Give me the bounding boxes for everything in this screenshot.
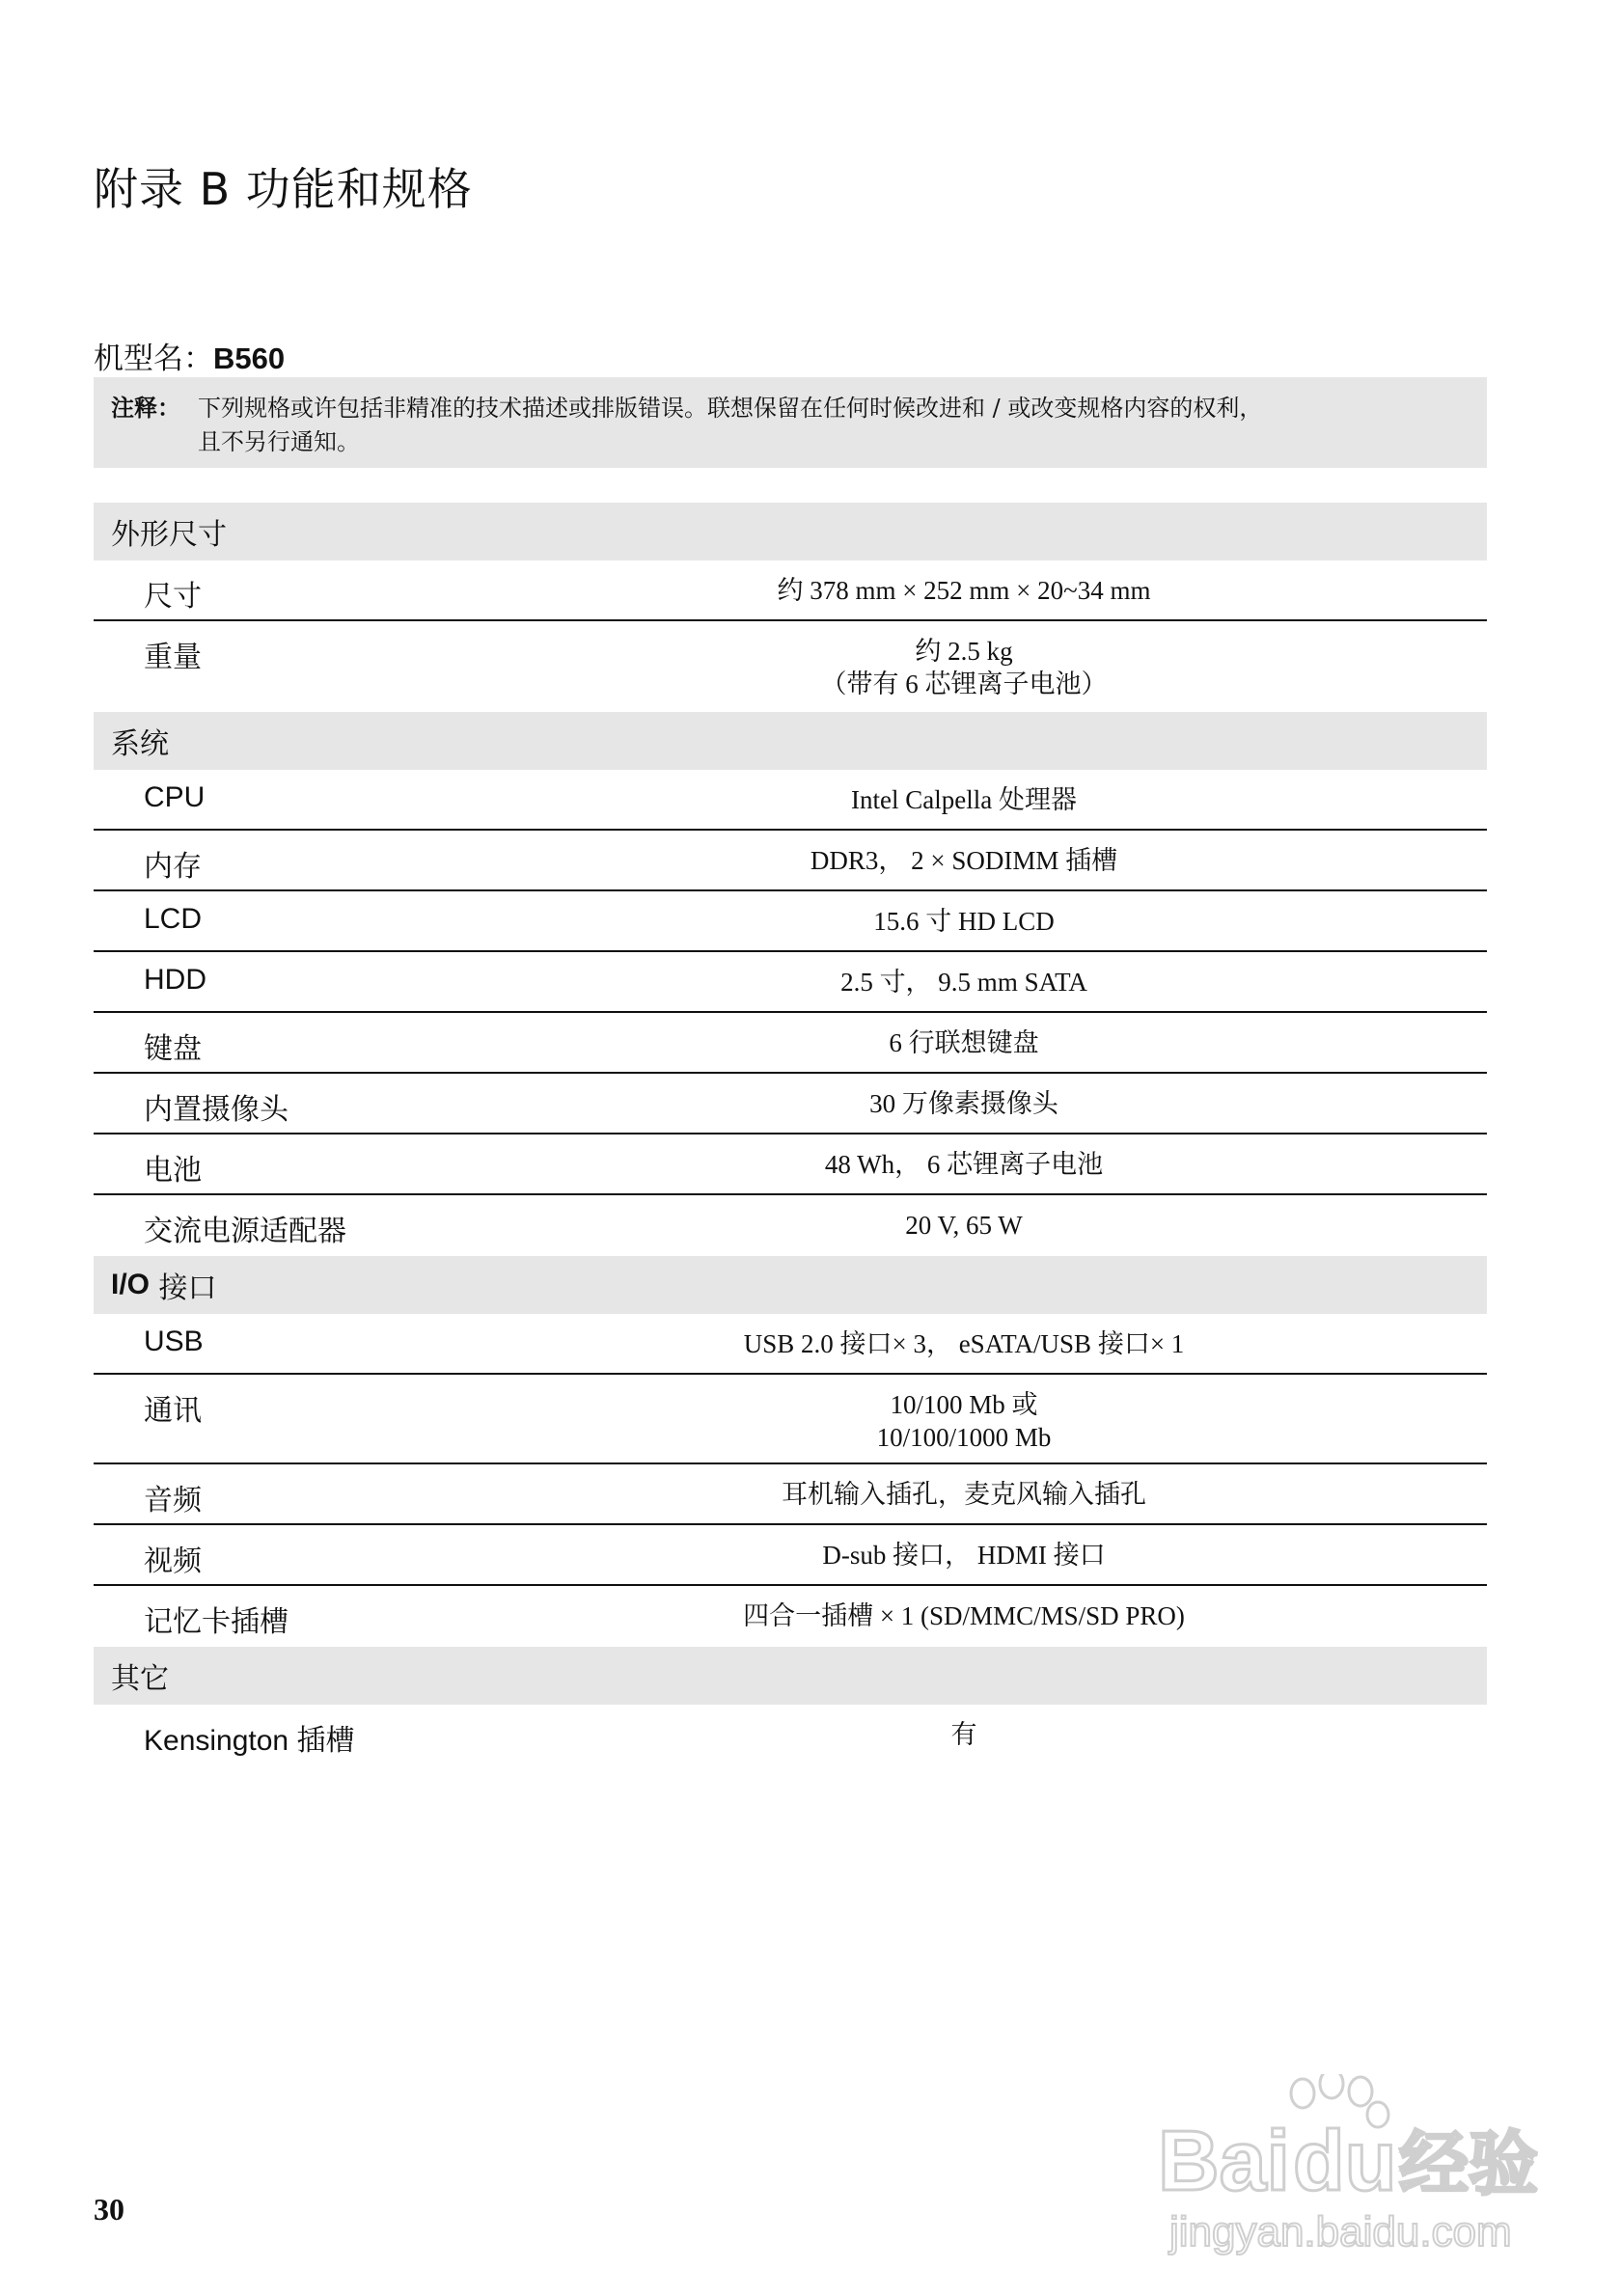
spec-value-line: 10/100 Mb 或 <box>890 1390 1038 1419</box>
spec-label: Kensington 插槽 <box>144 1725 355 1757</box>
spec-row-cpu <box>94 770 1487 831</box>
spec-label: LCD <box>144 903 203 935</box>
spec-value-line: （带有 6 芯锂离子电池） <box>820 670 1108 698</box>
spec-row-battery <box>94 1134 1487 1195</box>
page-title: 附录 B 功能和规格 <box>94 163 473 215</box>
note-text <box>198 392 1468 459</box>
note-label: 注释： <box>111 395 180 422</box>
spec-value: 20 V, 65 W <box>905 1211 1023 1240</box>
note-box <box>94 377 1487 468</box>
spec-table <box>94 503 1487 1765</box>
spec-value-line: 10/100/1000 Mb <box>876 1423 1052 1452</box>
section-dimensions: 外形尺寸 <box>94 503 1487 560</box>
watermark-url: jingyan.baidu.com <box>1169 2208 1512 2255</box>
spec-value: 耳机输入插孔，麦克风输入插孔 <box>782 1480 1146 1509</box>
spec-value: 有 <box>950 1720 977 1749</box>
model-label: 机型名： <box>94 342 213 376</box>
spec-label: 键盘 <box>144 1032 202 1066</box>
spec-row-weight <box>94 621 1487 712</box>
spec-value: 30 万像素摄像头 <box>869 1089 1058 1118</box>
spec-value: 2.5 寸， 9.5 mm SATA <box>840 968 1087 997</box>
spec-value: DDR3， 2 × SODIMM 插槽 <box>810 846 1118 875</box>
spec-value: USB 2.0 接口× 3， eSATA/USB 接口× 1 <box>743 1329 1185 1358</box>
spec-value: 约 378 mm × 252 mm × 20~34 mm <box>777 576 1151 605</box>
spec-value: D-sub 接口， HDMI 接口 <box>822 1541 1106 1570</box>
section-io-rest: 接口 <box>150 1271 217 1305</box>
model-name <box>94 334 285 377</box>
spec-value: 48 Wh， 6 芯锂离子电池 <box>824 1150 1104 1179</box>
spec-row-card <box>94 1586 1487 1647</box>
spec-label: 视频 <box>144 1544 202 1578</box>
spec-row-keyboard <box>94 1013 1487 1074</box>
spec-value: 四合一插槽 × 1 (SD/MMC/MS/SD PRO) <box>743 1601 1185 1630</box>
spec-row-comm <box>94 1375 1487 1464</box>
spec-label: 重量 <box>144 641 202 674</box>
spec-value: Intel Calpella 处理器 <box>851 785 1077 814</box>
section-system: 系统 <box>94 712 1487 770</box>
spec-row-camera <box>94 1074 1487 1134</box>
spec-label: 通讯 <box>144 1394 202 1428</box>
spec-label: CPU <box>144 781 206 813</box>
spec-row-hdd <box>94 952 1487 1013</box>
watermark-brand-3: 经验 <box>1399 2123 1539 2204</box>
spec-label: 记忆卡插槽 <box>144 1605 288 1639</box>
spec-label: 音频 <box>144 1484 202 1517</box>
spec-row-lcd <box>94 891 1487 952</box>
spec-label: 尺寸 <box>144 580 202 614</box>
spec-row-adapter <box>94 1195 1487 1256</box>
spec-label: 交流电源适配器 <box>144 1215 346 1248</box>
spec-row-audio <box>94 1464 1487 1525</box>
spec-value <box>441 1388 1487 1454</box>
spec-row-kensington <box>94 1705 1487 1765</box>
section-other: 其它 <box>94 1647 1487 1705</box>
spec-row-memory <box>94 831 1487 891</box>
page-number: 30 <box>94 2192 124 2227</box>
spec-row-size <box>94 560 1487 621</box>
spec-value: 6 行联想键盘 <box>889 1028 1039 1057</box>
section-io-strong: I/O <box>111 1269 151 1300</box>
spec-value-line: 约 2.5 kg <box>915 637 1013 666</box>
spec-value: 15.6 寸 HD LCD <box>873 907 1055 936</box>
spec-row-usb <box>94 1314 1487 1375</box>
spec-label: HDD <box>144 964 206 996</box>
watermark-brand: Bai <box>1158 2113 1290 2208</box>
spec-row-video <box>94 1525 1487 1586</box>
spec-label: 电池 <box>144 1154 202 1188</box>
spec-label: 内置摄像头 <box>144 1093 288 1127</box>
note-line-2: 且不另行通知。 <box>198 428 360 455</box>
spec-value <box>441 635 1487 700</box>
spec-label: USB <box>144 1326 204 1357</box>
spec-label: 内存 <box>144 850 202 884</box>
model-value: B560 <box>213 342 286 375</box>
baidu-watermark <box>1158 2074 1544 2267</box>
watermark-brand-2: du <box>1293 2113 1397 2208</box>
note-line-1: 下列规格或许包括非精准的技术描述或排版错误。联想保留在任何时候改进和 / 或改变规格内容的权利， <box>198 395 1263 422</box>
section-io <box>94 1256 1487 1314</box>
